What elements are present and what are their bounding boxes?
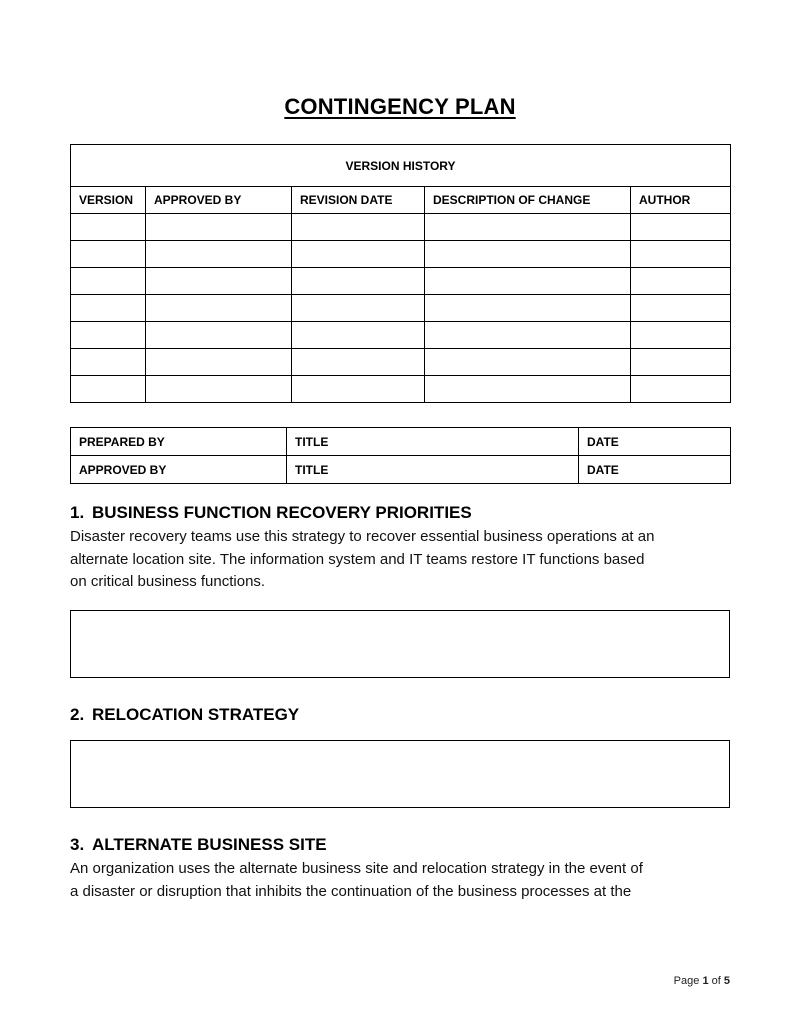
table-cell[interactable]: [425, 214, 631, 241]
table-cell[interactable]: [292, 214, 425, 241]
column-header-approved-by: APPROVED BY: [146, 187, 292, 214]
section-title: ALTERNATE BUSINESS SITE: [92, 835, 327, 854]
table-cell[interactable]: [146, 376, 292, 403]
table-cell[interactable]: [146, 295, 292, 322]
table-cell[interactable]: [425, 241, 631, 268]
approval-table: [70, 427, 731, 484]
table-cell[interactable]: [71, 214, 146, 241]
table-cell[interactable]: [71, 295, 146, 322]
page-of: of: [711, 975, 721, 987]
table-cell[interactable]: [425, 322, 631, 349]
table-row: [71, 295, 731, 322]
table-row: [71, 241, 731, 268]
table-row: [71, 268, 731, 295]
table-row: [71, 214, 731, 241]
table-cell[interactable]: [292, 295, 425, 322]
table-cell[interactable]: [425, 349, 631, 376]
column-header-version: VERSION: [71, 187, 146, 214]
section-heading-business-function-recovery: [70, 503, 472, 523]
title-label[interactable]: TITLE: [287, 428, 579, 456]
table-cell[interactable]: [631, 268, 731, 295]
page-prefix: Page: [673, 975, 700, 987]
recovery-priorities-input-box[interactable]: [70, 610, 730, 678]
table-cell[interactable]: [425, 295, 631, 322]
column-header-description-of-change: DESCRIPTION OF CHANGE: [425, 187, 631, 214]
relocation-strategy-input-box[interactable]: [70, 740, 730, 808]
paragraph-line: An organization uses the alternate business site and relocation strategy in the event of: [70, 860, 643, 877]
table-cell[interactable]: [292, 376, 425, 403]
table-cell[interactable]: [71, 241, 146, 268]
page-current: 1: [702, 975, 709, 987]
version-history-title: VERSION HISTORY: [71, 145, 731, 187]
date-label[interactable]: DATE: [579, 428, 731, 456]
table-cell[interactable]: [292, 268, 425, 295]
section-number: 3.: [70, 835, 85, 854]
section-title: BUSINESS FUNCTION RECOVERY PRIORITIES: [92, 503, 472, 522]
section-number: 2.: [70, 705, 85, 724]
table-row: [71, 456, 731, 484]
date-label[interactable]: DATE: [579, 456, 731, 484]
table-cell[interactable]: [71, 322, 146, 349]
section-title: RELOCATION STRATEGY: [92, 705, 300, 724]
title-label[interactable]: TITLE: [287, 456, 579, 484]
table-cell[interactable]: [631, 214, 731, 241]
table-cell[interactable]: [631, 241, 731, 268]
column-header-author: AUTHOR: [631, 187, 731, 214]
table-cell[interactable]: [146, 322, 292, 349]
table-cell[interactable]: [631, 349, 731, 376]
table-row: [71, 349, 731, 376]
column-header-revision-date: REVISION DATE: [292, 187, 425, 214]
table-cell[interactable]: [292, 322, 425, 349]
table-row: [71, 428, 731, 456]
section-paragraph: [70, 858, 735, 903]
table-cell[interactable]: [631, 295, 731, 322]
section-number: 1.: [70, 503, 85, 522]
table-cell[interactable]: [146, 214, 292, 241]
prepared-by-label[interactable]: PREPARED BY: [71, 428, 287, 456]
table-row: [71, 376, 731, 403]
table-cell[interactable]: [425, 268, 631, 295]
version-history-table: [70, 144, 731, 403]
page-number-footer: [674, 975, 730, 987]
table-cell[interactable]: [71, 268, 146, 295]
table-cell[interactable]: [631, 322, 731, 349]
table-cell[interactable]: [146, 349, 292, 376]
table-cell[interactable]: [146, 241, 292, 268]
table-cell[interactable]: [71, 349, 146, 376]
paragraph-line: a disaster or disruption that inhibits the continuation of the business processes at the: [70, 882, 632, 900]
section-heading-alternate-business-site: [70, 835, 327, 855]
table-cell[interactable]: [146, 268, 292, 295]
approved-by-label[interactable]: APPROVED BY: [71, 456, 287, 484]
version-history-header-row: [71, 187, 731, 214]
paragraph-line: Disaster recovery teams use this strategy to recover essential business operations at an: [70, 528, 655, 545]
table-row: [71, 322, 731, 349]
paragraph-line: on critical business functions.: [70, 573, 266, 590]
table-cell[interactable]: [631, 376, 731, 403]
table-cell[interactable]: [71, 376, 146, 403]
table-cell[interactable]: [425, 376, 631, 403]
section-heading-relocation-strategy: [70, 705, 299, 725]
section-paragraph: [70, 526, 735, 594]
page-total: 5: [723, 975, 730, 987]
table-cell[interactable]: [292, 349, 425, 376]
paragraph-line: alternate location site. The information system and IT teams restore IT functions based: [70, 550, 645, 568]
table-cell[interactable]: [292, 241, 425, 268]
document-title: CONTINGENCY PLAN: [284, 94, 516, 119]
